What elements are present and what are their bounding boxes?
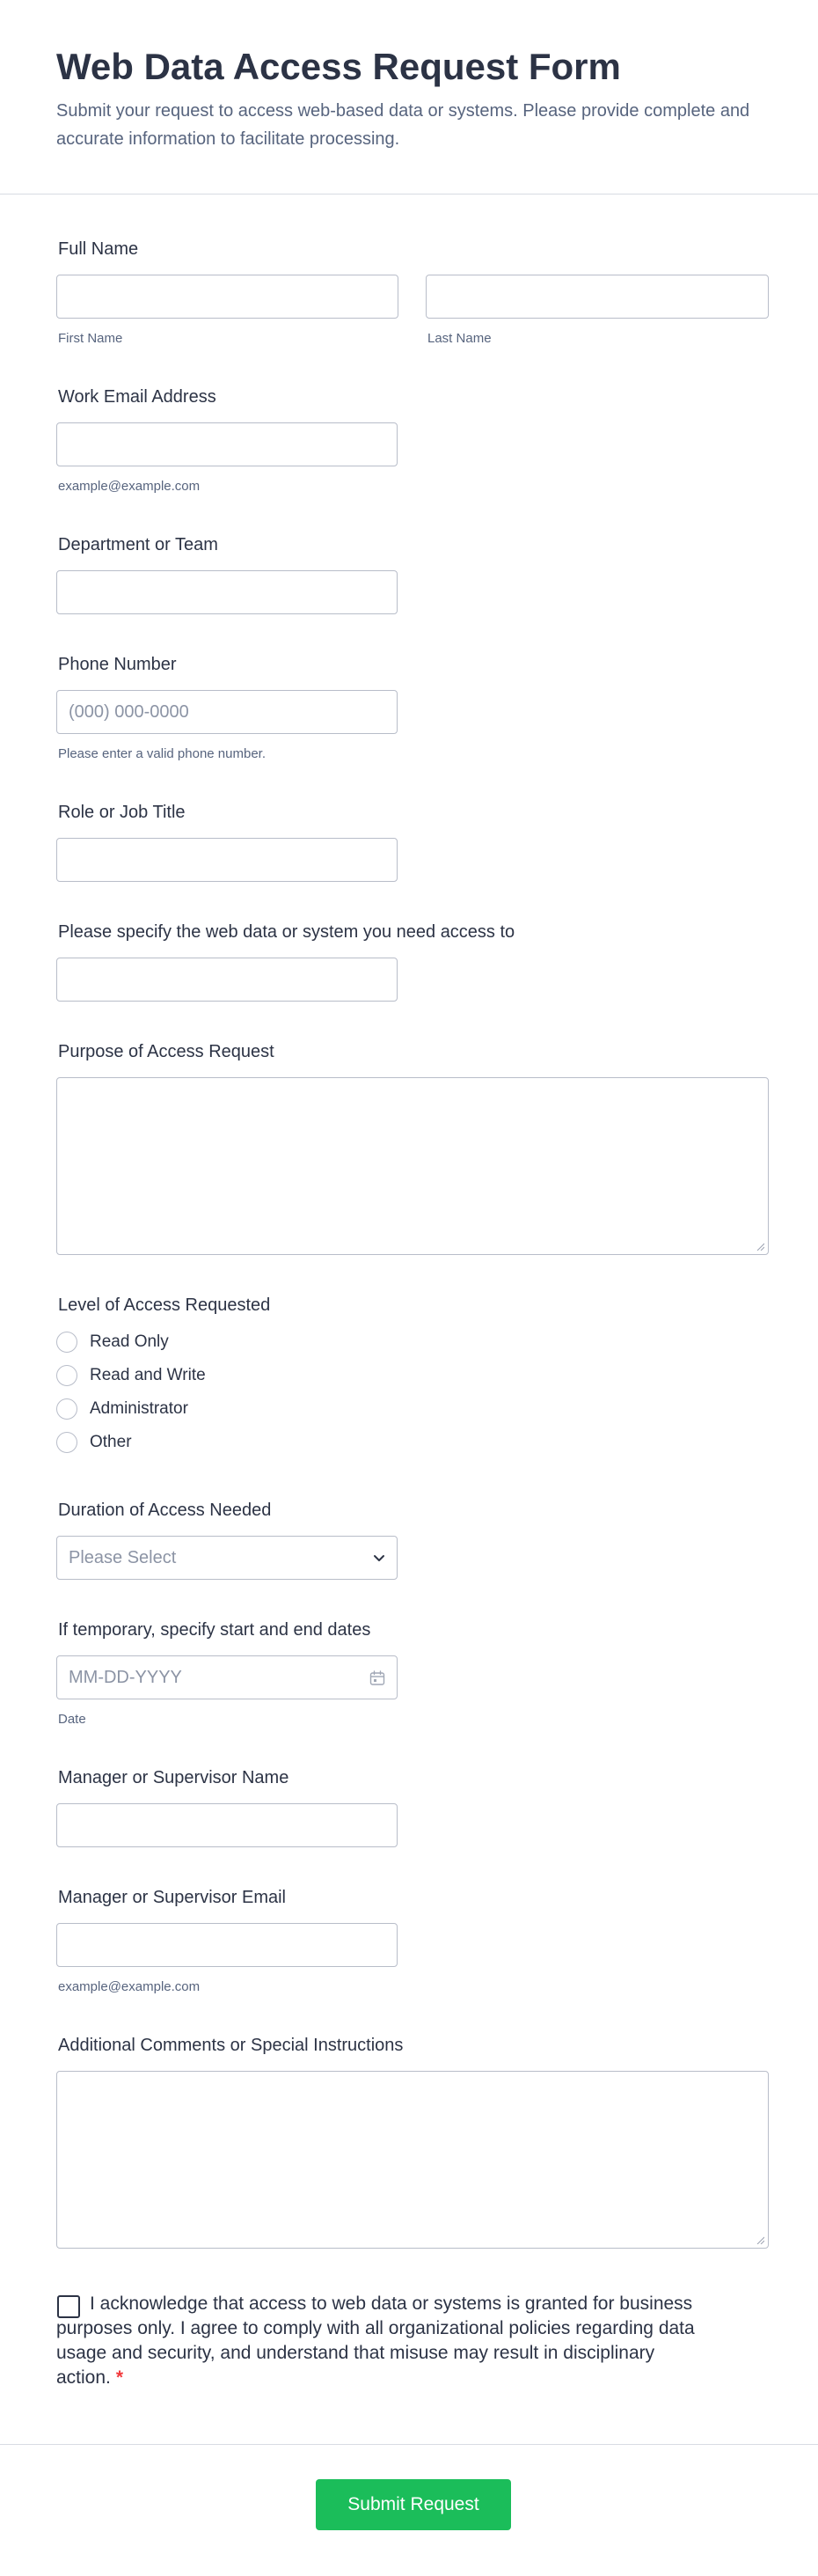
dates-label: If temporary, specify start and end dates	[58, 1620, 371, 1640]
phone-sublabel: Please enter a valid phone number.	[58, 746, 266, 761]
date-sublabel: Date	[58, 1712, 86, 1727]
phone-question	[56, 652, 177, 677]
required-asterisk: *	[115, 2367, 124, 2388]
duration-question	[56, 1498, 271, 1523]
dates-question	[56, 1618, 370, 1642]
duration-select[interactable]	[56, 1536, 398, 1580]
phone-label: Phone Number	[58, 655, 177, 674]
form-subtitle: Submit your request to access web-based data or systems. Please provide complete and accurate information to facilitate processing.	[56, 101, 750, 149]
radio-button[interactable]	[56, 1398, 77, 1420]
radio-option-read-write[interactable]	[56, 1363, 206, 1388]
work-email-label: Work Email Address	[58, 387, 216, 407]
radio-label: Other	[90, 1433, 132, 1451]
resize-grip-icon[interactable]	[756, 2235, 764, 2244]
radio-option-read-only[interactable]	[56, 1330, 169, 1354]
radio-option-administrator[interactable]	[56, 1397, 188, 1421]
system-label: Please specify the web data or system you need access to	[58, 922, 515, 942]
manager-name-label: Manager or Supervisor Name	[58, 1768, 289, 1787]
radio-button[interactable]	[56, 1332, 77, 1353]
comments-label: Additional Comments or Special Instructions	[58, 2036, 404, 2055]
duration-placeholder: Please Select	[69, 1548, 177, 1567]
chevron-down-icon	[370, 1550, 388, 1567]
comments-question	[56, 2033, 403, 2058]
consent-checkbox[interactable]	[57, 2295, 80, 2318]
manager-email-input[interactable]	[56, 1923, 398, 1967]
date-input[interactable]	[56, 1655, 398, 1699]
work-email-sublabel: example@example.com	[58, 479, 201, 494]
department-input[interactable]	[56, 570, 398, 614]
manager-email-question	[56, 1885, 286, 1910]
radio-label: Read Only	[90, 1332, 169, 1351]
purpose-label: Purpose of Access Request	[58, 1042, 274, 1061]
radio-button[interactable]	[56, 1432, 77, 1453]
consent-label: I acknowledge that access to web data or systems is granted for business purposes only. I agree to comply with all organizational policies regarding data usage and security, and understand that misuse may result in disciplinary action.	[56, 2293, 695, 2388]
phone-input[interactable]	[56, 690, 398, 734]
duration-label: Duration of Access Needed	[58, 1501, 272, 1520]
access-level-question	[56, 1293, 270, 1317]
radio-label: Read and Write	[90, 1366, 206, 1384]
manager-name-question	[56, 1765, 288, 1790]
last-name-sublabel: Last Name	[427, 331, 492, 346]
full-name-label: Full Name	[58, 239, 139, 259]
first-name-input[interactable]	[56, 275, 398, 319]
radio-button[interactable]	[56, 1365, 77, 1386]
form-header	[56, 40, 769, 153]
phone-placeholder: (000) 000-0000	[69, 702, 189, 722]
access-level-label: Level of Access Requested	[58, 1295, 271, 1315]
footer-divider	[0, 2444, 818, 2445]
role-input[interactable]	[56, 838, 398, 882]
radio-label: Administrator	[90, 1399, 188, 1418]
manager-name-input[interactable]	[56, 1803, 398, 1847]
work-email-input[interactable]	[56, 422, 398, 466]
role-label: Role or Job Title	[58, 803, 186, 822]
manager-email-label: Manager or Supervisor Email	[58, 1888, 286, 1907]
consent-question	[56, 2292, 707, 2390]
role-question	[56, 800, 186, 825]
work-email-question	[56, 385, 216, 409]
purpose-question	[56, 1039, 274, 1064]
form-title: Web Data Access Request Form	[56, 46, 621, 87]
department-label: Department or Team	[58, 535, 218, 554]
system-question	[56, 920, 515, 944]
submit-button[interactable]: Submit Request	[316, 2479, 511, 2530]
manager-email-sublabel: example@example.com	[58, 1979, 201, 1994]
department-question	[56, 532, 218, 557]
purpose-textarea[interactable]	[56, 1077, 769, 1255]
first-name-sublabel: First Name	[58, 331, 123, 346]
consent-text	[56, 2292, 707, 2390]
resize-grip-icon[interactable]	[756, 1242, 764, 1251]
system-input[interactable]	[56, 958, 398, 1002]
comments-textarea[interactable]	[56, 2071, 769, 2249]
last-name-input[interactable]	[426, 275, 769, 319]
radio-option-other[interactable]	[56, 1430, 132, 1455]
full-name-question	[56, 237, 138, 261]
calendar-icon[interactable]	[369, 1670, 386, 1687]
date-placeholder: MM-DD-YYYY	[69, 1668, 182, 1687]
